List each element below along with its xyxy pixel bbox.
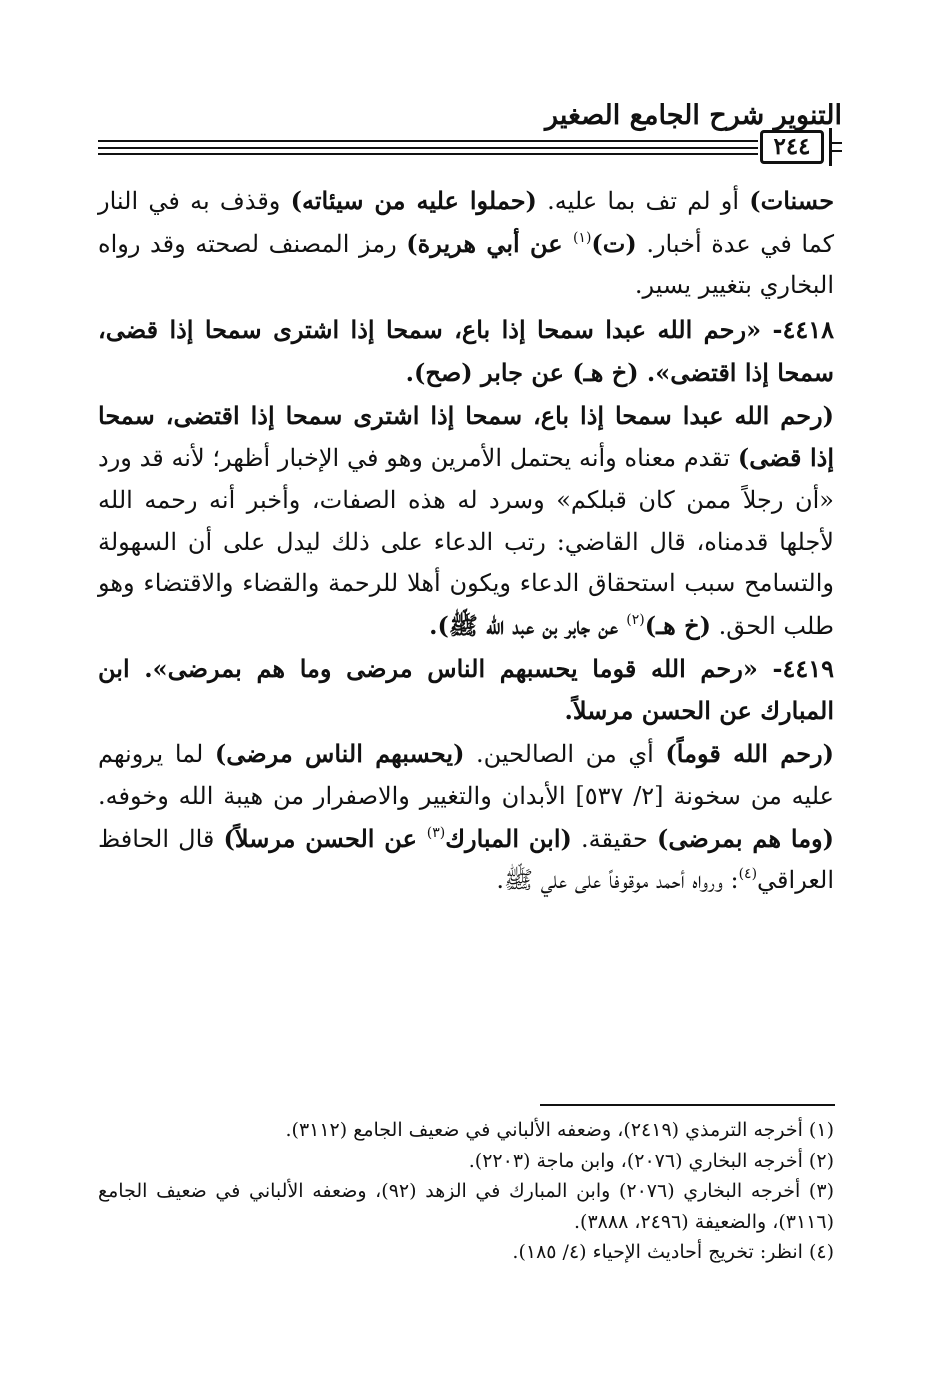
- footnote-ref-3[interactable]: (٣): [426, 824, 446, 841]
- hadith-text: ٤٤١٨- «رحم الله عبدا سمحا إذا باع، سمحا إذا اشترى سمحا إذا قضى، سمحا إذا اقتضى». (خ هـ) عن جابر (صح).: [98, 315, 834, 387]
- bold-text: (خ هـ): [644, 611, 711, 641]
- running-header-title: التنوير شرح الجامع الصغير: [545, 100, 842, 131]
- footnote-3: (٣) أخرجه البخاري (٢٠٧٦) وابن المبارك في الزهد (٩٢)، وضعفه الألباني في ضعيف الجامع (٣١١٦)، والضعيفة (٢٤٩٦، ٣٨٨٨).: [98, 1180, 834, 1233]
- bold-text: (رحم الله قوماً): [665, 739, 834, 769]
- paragraph-1: [98, 180, 834, 307]
- text: تقدم معناه وأنه يحتمل الأمرين وهو في الإخبار أظهر؛ لأنه قد ورد «أن رجلاً ممن كان قبلكم» وسرد له هذه الصفات، وأخبر أنه رحمه الله لأجلها قدمناه، قال القاضي: رتب الدعاء على ذلك ليدل على أن السهولة والتسامح سبب استحقاق الدعاء ويكون أهلا للرحمة والقضاء والاقتضاء وهو طلب الحق.: [98, 444, 834, 641]
- footnotes: [98, 1115, 834, 1268]
- text: وقذف به في النار كما في عدة أخبار.: [98, 187, 834, 258]
- footnote-separator: [540, 1104, 835, 1106]
- footnote-ref-2[interactable]: (٢): [626, 612, 645, 629]
- footnote-2: (٢) أخرجه البخاري (٢٠٧٦)، وابن ماجة (٢٢٠٣).: [468, 1149, 834, 1172]
- bold-text: عن جابر بن عبد الله ﷺ).: [429, 611, 627, 641]
- bold-text: (رحم الله عبدا سمحا إذا باع، سمحا إذا اشترى سمحا إذا اقتضى، سمحا إذا قضى): [98, 400, 835, 473]
- header-rule-top: [98, 140, 758, 142]
- bold-text: عن أبي هريرة): [406, 228, 573, 258]
- hadith-4418: [98, 309, 834, 394]
- bold-text: (يحسبهم الناس مرضى): [214, 739, 465, 769]
- header-rule-bottom: [98, 153, 758, 155]
- hadith-4419: [98, 648, 834, 733]
- text: حقيقة.: [571, 824, 657, 853]
- bold-text: (ت): [591, 228, 637, 258]
- bold-text: حسنات): [749, 186, 835, 215]
- text: رمز المصنف لصحته وقد رواه البخاري بتغيير يسير.: [98, 229, 834, 300]
- text: أي من الصالحين.: [464, 740, 666, 769]
- bold-text: (حملوا عليه من سيئاته): [290, 186, 537, 215]
- bold-text: (ابن المبارك: [445, 823, 572, 853]
- footnote-ref-1[interactable]: (١): [572, 229, 592, 246]
- text: قال الحافظ العراقي: [98, 824, 834, 895]
- paragraph-5: [98, 733, 834, 902]
- page-number-bracket: [824, 128, 832, 166]
- main-text: [98, 180, 834, 902]
- page-number-tick-top: [832, 142, 842, 144]
- footnote-ref-4[interactable]: (٤): [738, 866, 758, 883]
- page-number-tick-bottom: [832, 150, 842, 152]
- text: أو لم تف بما عليه.: [536, 187, 750, 215]
- page-number: ٢٤٤: [760, 130, 824, 164]
- text: لما يرونهم عليه من سخونة [٢/ ٥٣٧] الأبدان والتغيير والاصفرار من هيبة الله وخوفه.: [98, 740, 834, 810]
- header-rule-middle: [98, 147, 758, 149]
- bold-text: عن الحسن مرسلاً): [223, 823, 427, 853]
- hadith-text: ٤٤١٩- «رحم الله قوما يحسبهم الناس مرضى وما هم بمرضى». ابن المبارك عن الحسن مرسلاً.: [98, 653, 834, 726]
- paragraph-3: [98, 395, 834, 648]
- footnote-4: (٤) انظر: تخريج أحاديث الإحياء (٤/ ١٨٥).: [512, 1241, 834, 1263]
- text: : ورواه أحمد موقوفاً على علي ﷺ.: [496, 866, 739, 895]
- footnote-1: (١) أخرجه الترمذي (٢٤١٩)، وضعفه الألباني في ضعيف الجامع (٣١١٢).: [285, 1119, 834, 1141]
- bold-text: (وما هم بمرضى): [657, 823, 835, 853]
